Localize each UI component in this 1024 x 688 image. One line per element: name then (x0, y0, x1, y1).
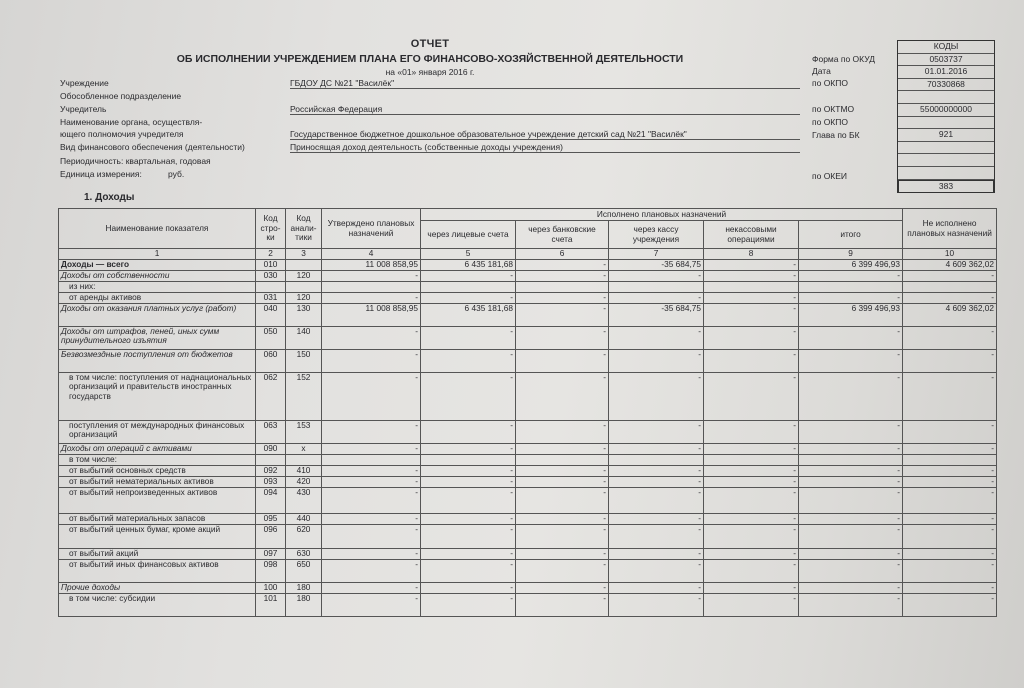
row-value-noncash: - (704, 548, 799, 559)
row-value-bank: - (516, 259, 609, 270)
table-row (59, 270, 997, 281)
row-analytics-code: x (286, 443, 322, 454)
row-value-bank: - (516, 443, 609, 454)
row-value-noncash: - (704, 292, 799, 303)
row-value-not_exec: 4 609 362,02 (903, 303, 997, 326)
col-total-header: итого (799, 221, 903, 249)
row-value-cash: - (609, 513, 704, 524)
row-value-noncash: - (704, 476, 799, 487)
row-value-bank: - (516, 487, 609, 513)
row-analytics-code: 420 (286, 476, 322, 487)
row-name: от аренды активов (59, 292, 256, 303)
row-line-code: 097 (256, 548, 286, 559)
row-analytics-code: 410 (286, 465, 322, 476)
codes-box (897, 40, 995, 193)
row-value-approved: - (322, 487, 421, 513)
row-line-code: 050 (256, 326, 286, 349)
blank-code-1 (898, 91, 994, 104)
row-value-not_exec (903, 281, 997, 292)
row-value-approved: - (322, 582, 421, 593)
row-name: Доходы от оказания платных услуг (работ) (59, 303, 256, 326)
row-value-not_exec: - (903, 292, 997, 303)
row-analytics-code (286, 281, 322, 292)
row-value-bank (516, 281, 609, 292)
row-name: Доходы от операций с активами (59, 443, 256, 454)
row-line-code: 060 (256, 349, 286, 372)
row-value-cash: - (609, 465, 704, 476)
row-name: от выбытий акций (59, 548, 256, 559)
row-value-cash: - (609, 292, 704, 303)
row-value-total: - (799, 292, 903, 303)
row-value-cash: - (609, 487, 704, 513)
row-value-total: - (799, 548, 903, 559)
row-value-not_exec: - (903, 270, 997, 281)
row-line-code: 093 (256, 476, 286, 487)
row-name: от выбытий основных средств (59, 465, 256, 476)
row-line-code: 010 (256, 259, 286, 270)
row-value-cash (609, 454, 704, 465)
row-name: Прочие доходы (59, 582, 256, 593)
row-value-cash: - (609, 524, 704, 548)
row-name: в том числе: поступления от наднациональных организаций и правительств иностранных государств (59, 372, 256, 420)
row-value-cash: - (609, 476, 704, 487)
row-value-approved: - (322, 270, 421, 281)
row-name: от выбытий нематериальных активов (59, 476, 256, 487)
col-cash-header: через кассу учреждения (609, 221, 704, 249)
row-value-not_exec: - (903, 326, 997, 349)
row-value-not_exec: - (903, 513, 997, 524)
row-name: от выбытий непроизведенных активов (59, 487, 256, 513)
table-row (59, 513, 997, 524)
row-value-total: 6 399 496,93 (799, 303, 903, 326)
row-value-total (799, 281, 903, 292)
column-number: 6 (516, 249, 609, 260)
okpo2-code (898, 117, 994, 130)
column-number: 7 (609, 249, 704, 260)
row-value-noncash: - (704, 524, 799, 548)
row-value-total: - (799, 465, 903, 476)
authority-value: Государственное бюджетное дошкольное образовательное учреждение детский сад №21 "Василёк" (290, 129, 800, 140)
table-row (59, 259, 997, 270)
row-value-not_exec: - (903, 559, 997, 582)
column-number: 1 (59, 249, 256, 260)
row-value-approved: - (322, 559, 421, 582)
okei-label: по ОКЕИ (812, 171, 848, 181)
row-value-total: - (799, 582, 903, 593)
row-value-not_exec: 4 609 362,02 (903, 259, 997, 270)
row-analytics-code: 440 (286, 513, 322, 524)
row-value-personal: - (421, 372, 516, 420)
okud-code: 0503737 (898, 54, 994, 67)
institution-value: ГБДОУ ДС №21 "Василёк" (290, 78, 800, 89)
column-numbers-row (59, 249, 997, 260)
row-line-code: 090 (256, 443, 286, 454)
row-value-personal (421, 281, 516, 292)
row-value-noncash: - (704, 559, 799, 582)
institution-label: Учреждение (60, 78, 109, 88)
row-value-noncash: - (704, 443, 799, 454)
income-table (58, 208, 997, 617)
row-analytics-code: 120 (286, 292, 322, 303)
table-row (59, 281, 997, 292)
row-analytics-code (286, 454, 322, 465)
column-number: 4 (322, 249, 421, 260)
row-value-approved: - (322, 326, 421, 349)
table-row (59, 303, 997, 326)
table-row (59, 349, 997, 372)
row-name: от выбытий материальных запасов (59, 513, 256, 524)
okpo2-label: по ОКПО (812, 117, 848, 127)
row-value-personal: - (421, 292, 516, 303)
row-name: поступления от международных финансовых организаций (59, 420, 256, 443)
okpo-code: 70330868 (898, 79, 994, 92)
col-approved-header: Утверждено плановых назначений (322, 209, 421, 249)
date-label: Дата (812, 66, 831, 76)
row-value-bank: - (516, 372, 609, 420)
row-value-personal: - (421, 513, 516, 524)
row-analytics-code: 180 (286, 582, 322, 593)
row-value-not_exec: - (903, 465, 997, 476)
row-analytics-code: 650 (286, 559, 322, 582)
row-value-bank: - (516, 420, 609, 443)
row-value-noncash: - (704, 593, 799, 616)
row-line-code: 096 (256, 524, 286, 548)
row-analytics-code: 153 (286, 420, 322, 443)
row-value-total: - (799, 270, 903, 281)
row-value-noncash (704, 281, 799, 292)
col-not-executed-header: Не исполнено плановых назначений (903, 209, 997, 249)
table-row (59, 582, 997, 593)
row-value-total: - (799, 443, 903, 454)
row-line-code: 030 (256, 270, 286, 281)
row-value-approved: - (322, 372, 421, 420)
row-value-noncash: - (704, 513, 799, 524)
row-value-cash: - (609, 349, 704, 372)
row-value-noncash: - (704, 487, 799, 513)
row-value-total: - (799, 524, 903, 548)
row-value-total: - (799, 593, 903, 616)
row-value-noncash: - (704, 465, 799, 476)
row-value-bank: - (516, 548, 609, 559)
row-value-noncash: - (704, 349, 799, 372)
row-value-personal: 6 435 181,68 (421, 303, 516, 326)
glava-code: 921 (898, 129, 994, 142)
col-bank-header: через банковские счета (516, 221, 609, 249)
col-executed-header: Исполнено плановых назначений (421, 209, 903, 221)
row-value-bank: - (516, 524, 609, 548)
row-name: в том числе: субсидии (59, 593, 256, 616)
row-value-noncash: - (704, 420, 799, 443)
founder-value: Российская Федерация (290, 104, 800, 115)
row-value-total (799, 454, 903, 465)
support-value: Приносящая доход деятельность (собственные доходы учреждения) (290, 142, 800, 153)
report-subtitle: ОБ ИСПОЛНЕНИИ УЧРЕЖДЕНИЕМ ПЛАНА ЕГО ФИНАНСОВО-ХОЗЯЙСТВЕННОЙ ДЕЯТЕЛЬНОСТИ (176, 53, 684, 65)
row-value-cash (609, 281, 704, 292)
row-value-cash: - (609, 582, 704, 593)
row-value-total: - (799, 513, 903, 524)
blank-code-2 (898, 142, 994, 155)
column-number: 9 (799, 249, 903, 260)
column-number: 3 (286, 249, 322, 260)
oktmo-code: 55000000000 (898, 104, 994, 117)
row-value-not_exec (903, 454, 997, 465)
column-number: 2 (256, 249, 286, 260)
table-row (59, 593, 997, 616)
row-value-approved: - (322, 593, 421, 616)
row-line-code: 098 (256, 559, 286, 582)
table-row (59, 487, 997, 513)
glava-label: Глава по БК (812, 130, 860, 140)
row-value-not_exec: - (903, 593, 997, 616)
row-value-bank: - (516, 593, 609, 616)
table-row (59, 292, 997, 303)
row-name: в том числе: (59, 454, 256, 465)
row-value-approved: - (322, 513, 421, 524)
row-value-cash: -35 684,75 (609, 303, 704, 326)
row-value-cash: - (609, 270, 704, 281)
row-value-approved: - (322, 420, 421, 443)
row-value-noncash (704, 454, 799, 465)
row-analytics-code: 152 (286, 372, 322, 420)
row-value-total: 6 399 496,93 (799, 259, 903, 270)
row-value-cash: - (609, 420, 704, 443)
row-value-personal: - (421, 349, 516, 372)
unit-label: Единица измерения: (60, 169, 142, 179)
row-value-approved: 11 008 858,95 (322, 259, 421, 270)
row-value-cash: -35 684,75 (609, 259, 704, 270)
row-value-not_exec: - (903, 372, 997, 420)
row-analytics-code: 150 (286, 349, 322, 372)
row-analytics-code: 430 (286, 487, 322, 513)
row-value-not_exec: - (903, 443, 997, 454)
row-line-code: 094 (256, 487, 286, 513)
row-value-approved: 11 008 858,95 (322, 303, 421, 326)
row-value-cash: - (609, 372, 704, 420)
row-line-code (256, 281, 286, 292)
row-value-not_exec: - (903, 487, 997, 513)
table-row (59, 548, 997, 559)
row-line-code: 031 (256, 292, 286, 303)
row-value-total: - (799, 420, 903, 443)
row-name: Доходы от штрафов, пеней, иных сумм принудительного изъятия (59, 326, 256, 349)
row-value-bank: - (516, 476, 609, 487)
row-analytics-code: 180 (286, 593, 322, 616)
row-value-personal: - (421, 487, 516, 513)
row-value-approved: - (322, 548, 421, 559)
row-value-personal: - (421, 443, 516, 454)
blank-code-3 (898, 154, 994, 167)
row-value-noncash: - (704, 326, 799, 349)
row-value-personal: - (421, 548, 516, 559)
row-value-total: - (799, 326, 903, 349)
okei-code: 383 (898, 180, 994, 194)
row-value-noncash: - (704, 582, 799, 593)
section-title: 1. Доходы (84, 192, 135, 203)
row-value-not_exec: - (903, 349, 997, 372)
unit-value: руб. (168, 169, 185, 179)
row-value-approved (322, 454, 421, 465)
row-analytics-code (286, 259, 322, 270)
date-code: 01.01.2016 (898, 66, 994, 79)
column-number: 5 (421, 249, 516, 260)
report-date: на «01» января 2016 г. (385, 67, 475, 77)
row-value-personal: - (421, 420, 516, 443)
okud-label: Форма по ОКУД (812, 54, 875, 64)
table-body (59, 259, 997, 616)
row-name: Доходы от собственности (59, 270, 256, 281)
row-line-code: 101 (256, 593, 286, 616)
row-value-approved: - (322, 524, 421, 548)
row-value-personal: - (421, 593, 516, 616)
row-value-approved: - (322, 465, 421, 476)
row-line-code: 063 (256, 420, 286, 443)
table-row (59, 326, 997, 349)
table-row (59, 465, 997, 476)
row-value-noncash: - (704, 259, 799, 270)
report-title: ОТЧЕТ (410, 38, 450, 50)
row-value-not_exec: - (903, 524, 997, 548)
codes-header: КОДЫ (898, 41, 994, 54)
founder-label: Учредитель (60, 104, 107, 114)
division-label: Обособленное подразделение (60, 91, 182, 101)
row-value-bank: - (516, 349, 609, 372)
row-analytics-code: 130 (286, 303, 322, 326)
row-value-personal: - (421, 476, 516, 487)
authority-label-1: Наименование органа, осуществля- (60, 117, 203, 127)
row-value-total: - (799, 372, 903, 420)
row-value-cash: - (609, 443, 704, 454)
row-line-code: 040 (256, 303, 286, 326)
row-value-noncash: - (704, 303, 799, 326)
row-value-cash: - (609, 593, 704, 616)
row-analytics-code: 120 (286, 270, 322, 281)
column-number: 10 (903, 249, 997, 260)
row-value-approved: - (322, 443, 421, 454)
row-line-code (256, 454, 286, 465)
col-line-header: Код стро-ки (256, 209, 286, 249)
support-label: Вид финансового обеспечения (деятельности) (60, 142, 245, 152)
row-value-personal: - (421, 326, 516, 349)
col-noncash-header: некассовыми операциями (704, 221, 799, 249)
row-value-personal: - (421, 582, 516, 593)
row-name: из них: (59, 281, 256, 292)
table-row (59, 454, 997, 465)
row-name: от выбытий ценных бумаг, кроме акций (59, 524, 256, 548)
oktmo-label: по ОКТМО (812, 104, 855, 114)
row-value-approved (322, 281, 421, 292)
row-value-total: - (799, 487, 903, 513)
row-value-bank (516, 454, 609, 465)
row-value-approved: - (322, 292, 421, 303)
row-value-approved: - (322, 349, 421, 372)
column-number: 8 (704, 249, 799, 260)
row-value-total: - (799, 559, 903, 582)
row-value-personal: - (421, 524, 516, 548)
row-value-cash: - (609, 548, 704, 559)
row-line-code: 092 (256, 465, 286, 476)
blank-code-4 (898, 167, 994, 180)
table-row (59, 524, 997, 548)
row-value-bank: - (516, 513, 609, 524)
periodicity-label: Периодичность: квартальная, годовая (60, 156, 211, 166)
row-line-code: 100 (256, 582, 286, 593)
row-value-cash: - (609, 559, 704, 582)
okpo-label: по ОКПО (812, 78, 848, 88)
col-name-header: Наименование показателя (59, 209, 256, 249)
col-personal-header: через лицевые счета (421, 221, 516, 249)
row-value-not_exec: - (903, 582, 997, 593)
row-value-personal: - (421, 270, 516, 281)
table-row (59, 559, 997, 582)
row-value-personal: - (421, 559, 516, 582)
row-value-bank: - (516, 465, 609, 476)
table-row (59, 476, 997, 487)
row-value-approved: - (322, 476, 421, 487)
row-value-personal: - (421, 465, 516, 476)
col-analytics-header: Код анали-тики (286, 209, 322, 249)
row-value-noncash: - (704, 270, 799, 281)
row-name: Безвозмездные поступления от бюджетов (59, 349, 256, 372)
row-value-not_exec: - (903, 420, 997, 443)
row-line-code: 062 (256, 372, 286, 420)
row-value-cash: - (609, 326, 704, 349)
row-value-bank: - (516, 326, 609, 349)
row-value-total: - (799, 476, 903, 487)
row-value-personal: 6 435 181,68 (421, 259, 516, 270)
row-line-code: 095 (256, 513, 286, 524)
authority-label-2: ющего полномочия учредителя (60, 129, 184, 139)
row-analytics-code: 620 (286, 524, 322, 548)
row-value-bank: - (516, 303, 609, 326)
row-value-noncash: - (704, 372, 799, 420)
table-row (59, 443, 997, 454)
row-value-personal (421, 454, 516, 465)
row-value-bank: - (516, 270, 609, 281)
table-row (59, 420, 997, 443)
row-name: от выбытий иных финансовых активов (59, 559, 256, 582)
row-name: Доходы — всего (59, 259, 256, 270)
row-value-not_exec: - (903, 476, 997, 487)
row-analytics-code: 140 (286, 326, 322, 349)
row-value-bank: - (516, 559, 609, 582)
row-analytics-code: 630 (286, 548, 322, 559)
row-value-bank: - (516, 292, 609, 303)
row-value-bank: - (516, 582, 609, 593)
row-value-total: - (799, 349, 903, 372)
row-value-not_exec: - (903, 548, 997, 559)
table-row (59, 372, 997, 420)
